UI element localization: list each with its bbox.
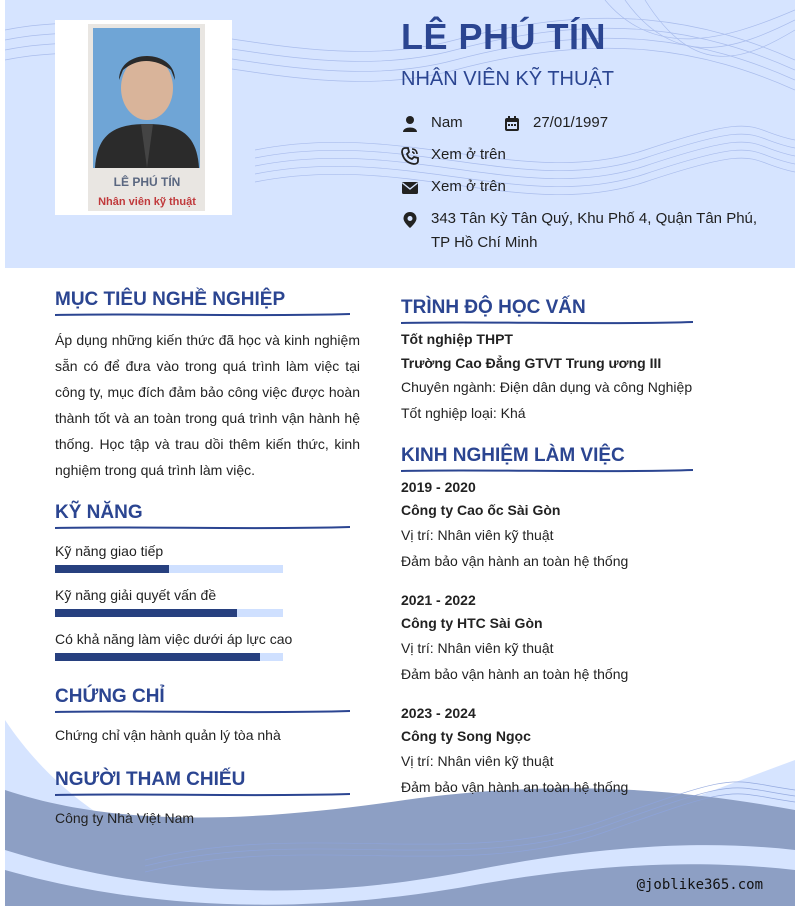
education-degree: Tốt nghiệp THPT (401, 331, 513, 347)
birthdate-row (503, 114, 608, 133)
experience-position: Vị trí: Nhân viên kỹ thuật (401, 527, 554, 543)
experience-underline (401, 468, 693, 474)
gender-value: Nam (431, 114, 463, 131)
svg-text:Nhân viên kỹ thuật: Nhân viên kỹ thuật (98, 196, 196, 208)
education-underline (401, 320, 693, 326)
experience-company: Công ty Song Ngọc (401, 728, 531, 744)
references-underline (55, 792, 350, 798)
address-value: 343 Tân Kỳ Tân Quý, Khu Phố 4, Quận Tân Phú, TP Hồ Chí Minh (431, 210, 758, 251)
skill-bar-fill (55, 565, 169, 573)
experience-period: 2023 - 2024 (401, 705, 476, 721)
cv-header (5, 0, 795, 268)
skill-bar-fill (55, 609, 237, 617)
experience-duty: Đảm bảo vận hành an toàn hệ thống (401, 779, 629, 795)
education-heading: TRÌNH ĐỘ HỌC VẤN (401, 297, 586, 318)
experience-period: 2021 - 2022 (401, 592, 476, 608)
skill-label: Kỹ năng giải quyết vấn đề (55, 587, 217, 603)
experience-duty: Đảm bảo vận hành an toàn hệ thống (401, 553, 629, 569)
birthdate-value: 27/01/1997 (533, 114, 609, 131)
watermark: @joblike365.com (636, 877, 763, 893)
skills-underline (55, 525, 350, 531)
experience-company: Công ty Cao ốc Sài Gòn (401, 502, 561, 518)
experience-position: Vị trí: Nhân viên kỹ thuật (401, 640, 554, 656)
gender-row (401, 114, 463, 133)
certificates-underline (55, 709, 350, 715)
phone-row (401, 146, 506, 165)
experience-company: Công ty HTC Sài Gòn (401, 615, 543, 631)
objective-underline (55, 312, 350, 318)
objective-text: Áp dụng những kiến thức đã học và kinh nghiệm sẵn có để đưa vào trong quá trình làm việc tại công ty, mục đích đảm bảo công việc được hoàn thành tốt và an toàn trong quá trình vận hành hệ thống. Học tập và trau dồi thêm kiến thức, kinh nghiệm trong quá trình làm việc. (55, 332, 360, 478)
experience-period: 2019 - 2020 (401, 479, 476, 495)
education-grade: Tốt nghiệp loại: Khá (401, 405, 526, 421)
certificate-item: Chứng chỉ vận hành quản lý tòa nhà (55, 727, 281, 743)
experience-duty: Đảm bảo vận hành an toàn hệ thống (401, 666, 629, 682)
reference-item: Công ty Nhà Việt Nam (55, 810, 195, 826)
email-row (401, 178, 506, 197)
profile-photo (55, 20, 232, 215)
candidate-title: NHÂN VIÊN KỸ THUẬT (401, 68, 614, 90)
skill-bar (55, 565, 283, 573)
skill-label: Có khả năng làm việc dưới áp lực cao (55, 631, 293, 647)
map-pin-icon (401, 211, 419, 229)
skill-bar-fill (55, 653, 260, 661)
address-row (401, 207, 771, 255)
svg-text:LÊ PHÚ TÍN: LÊ PHÚ TÍN (113, 175, 181, 189)
phone-value: Xem ở trên (431, 146, 506, 163)
certificates-heading: CHỨNG CHỈ (55, 686, 165, 707)
experience-position: Vị trí: Nhân viên kỹ thuật (401, 753, 554, 769)
objective-heading: MỤC TIÊU NGHỀ NGHIỆP (55, 289, 286, 310)
references-heading: NGƯỜI THAM CHIẾU (55, 769, 246, 790)
education-major: Chuyên ngành: Điện dân dụng và công Nghiệp (401, 379, 693, 395)
cv-page (5, 0, 795, 906)
skill-bar (55, 653, 283, 661)
calendar-icon (503, 115, 521, 133)
skill-label: Kỹ năng giao tiếp (55, 543, 164, 559)
email-value: Xem ở trên (431, 178, 506, 195)
user-icon (401, 115, 419, 133)
experience-heading: KINH NGHIỆM LÀM VIỆC (401, 445, 625, 466)
skills-heading: KỸ NĂNG (55, 502, 143, 523)
skill-bar (55, 609, 283, 617)
education-school: Trường Cao Đẳng GTVT Trung ương III (401, 355, 662, 371)
envelope-icon (401, 179, 419, 197)
phone-icon (401, 147, 419, 165)
candidate-name: LÊ PHÚ TÍN (401, 16, 607, 57)
